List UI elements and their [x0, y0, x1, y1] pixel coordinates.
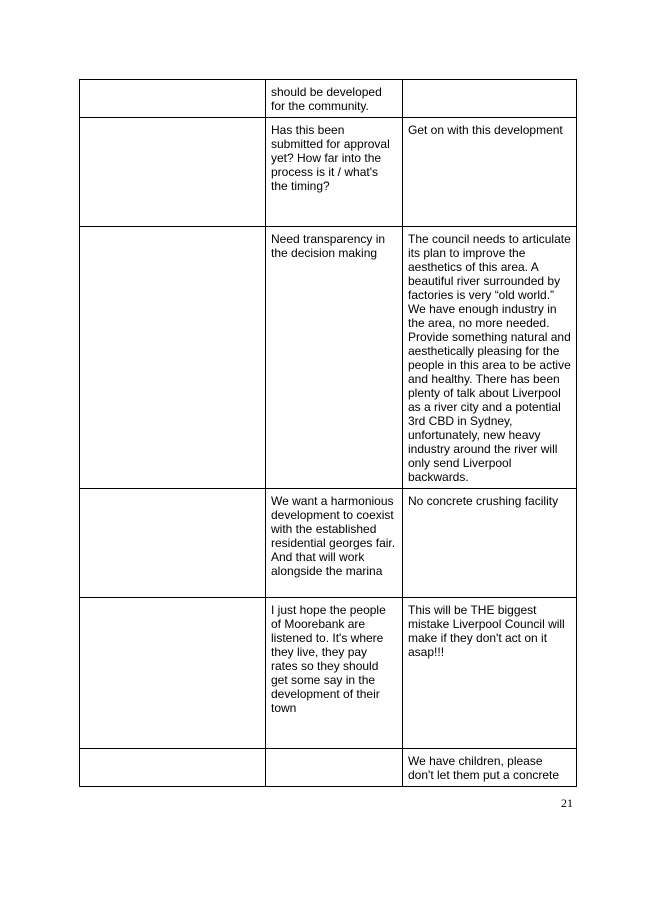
table-row [80, 118, 577, 227]
table-cell [80, 749, 266, 787]
table-cell [80, 598, 266, 749]
table-cell [403, 80, 577, 118]
table-cell [80, 227, 266, 489]
table-row [80, 598, 577, 749]
comments-table [79, 79, 577, 787]
table-cell [80, 80, 266, 118]
table-cell [80, 118, 266, 227]
table-cell: The council needs to articulate its plan to improve the aesthetics of this area. A beautiful river surrounded by factories is very “old world.” We have enough industry in the area, no more needed. Provide something natural and aesthetically pleasing for the people in this area to be active and healthy. There has been plenty of talk about Liverpool as a river city and a potential 3rd CBD in Sydney, unfortunately, new heavy industry around the river will only send Liverpool backwards. [403, 227, 577, 489]
table-cell: Has this been submitted for approval yet? How far into the process is it / what's the timing? [266, 118, 403, 227]
table-cell: We want a harmonious development to coexist with the established residential georges fair. And that will work alongside the marina [266, 489, 403, 598]
page-number: 21 [561, 796, 573, 810]
table-cell: This will be THE biggest mistake Liverpool Council will make if they don't act on it asap!!! [403, 598, 577, 749]
table-row [80, 80, 577, 118]
table-cell [266, 749, 403, 787]
table-cell: No concrete crushing facility [403, 489, 577, 598]
table-cell: We have children, please don't let them put a concrete [403, 749, 577, 787]
table-cell: Need transparency in the decision making [266, 227, 403, 489]
table-row [80, 227, 577, 489]
table-cell: I just hope the people of Moorebank are listened to. It's where they live, they pay rates so they should get some say in the development of their town [266, 598, 403, 749]
table-row [80, 489, 577, 598]
table-cell [80, 489, 266, 598]
table-row [80, 749, 577, 787]
table-cell: Get on with this development [403, 118, 577, 227]
table-cell: should be developed for the community. [266, 80, 403, 118]
